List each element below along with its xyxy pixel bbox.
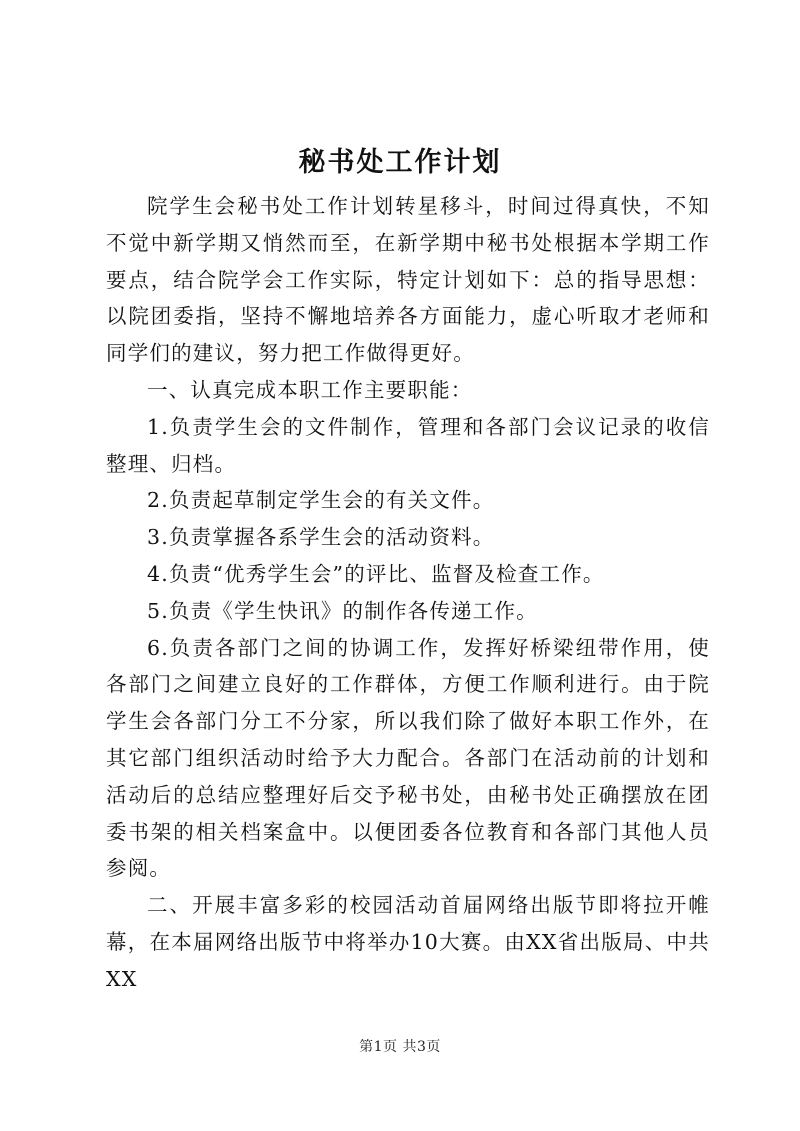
paragraph-item-6: 6.负责各部门之间的协调工作，发挥好桥梁纽带作用，使各部门之间建立良好的工作群体，方便工作顺利进行。由于院学生会各部门分工不分家，所以我们除了做好本职工作外，在其它部门组织活动时给予大力配合。各部门在活动前的计划和活动后的总结应整理好后交予秘书处，由秘书处正确摆放在团委书架的相关档案盒中。以便团委各位教育和各部门其他人员参阅。 <box>106 635 710 881</box>
paragraph-intro: 院学生会秘书处工作计划转星移斗，时间过得真快，不知不觉中新学期又悄然而至，在新学期中秘书处根据本学期工作要点，结合院学会工作实际，特定计划如下：总的指导思想：以院团委指，坚持不懈地培养各方面能力，虚心听取才老师和同学们的建议，努力把工作做得更好。 <box>106 194 710 366</box>
paragraph-section-one-heading: 一、认真完成本职工作主要职能： <box>147 377 473 402</box>
paragraph-item-4: 4.负责“优秀学生会”的评比、监督及检查工作。 <box>147 561 605 586</box>
document-title: 秘书处工作计划 <box>298 147 502 178</box>
paragraph-item-5: 5.负责《学生快讯》的制作各传递工作。 <box>147 598 538 623</box>
paragraph-item-1: 1.负责学生会的文件制作，管理和各部门会议记录的收信整理、归档。 <box>106 414 710 476</box>
paragraph-section-two: 二、开展丰富多彩的校园活动首届网络出版节即将拉开帷幕，在本届网络出版节中将举办10大赛。由XX省出版局、中共XX <box>106 893 710 991</box>
paragraph-item-3: 3.负责掌握各系学生会的活动资料。 <box>147 525 495 550</box>
document-body <box>106 188 710 998</box>
paragraph-item-2: 2.负责起草制定学生会的有关文件。 <box>147 488 495 513</box>
page-footer: 第1页 共3页 <box>359 1039 441 1055</box>
